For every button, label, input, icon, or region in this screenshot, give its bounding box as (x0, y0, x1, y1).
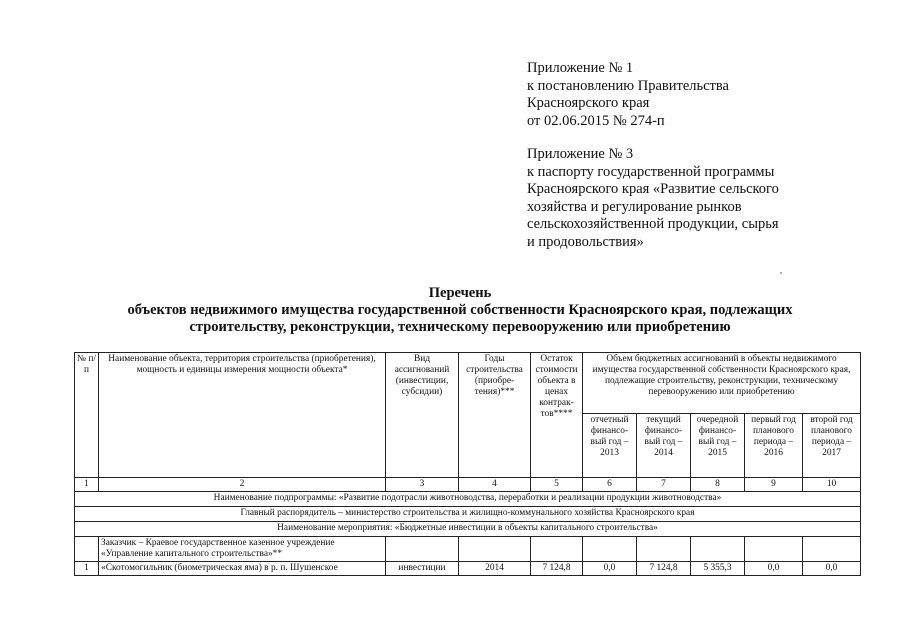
title-line-3: строительству, реконструкции, техническому перевооружению или приобретению (189, 319, 731, 335)
appendix-1-line: к постановлению Правительства (527, 77, 729, 94)
row-value-2016: 0,0 (745, 562, 803, 576)
subprogram-name: Наименование подпрограммы: «Развитие подотрасли животноводства, переработки и реализации продукции животноводства» (75, 492, 861, 507)
header-year-2017: второй год планового периода – 2017 (803, 414, 861, 478)
empty-cell (75, 537, 99, 562)
header-year-2015: очередной финансо-вый год – 2015 (691, 414, 745, 478)
scan-speck (780, 272, 782, 274)
header-row-1 (75, 353, 861, 414)
row-value-2017: 0,0 (803, 562, 861, 576)
row-value-2014: 7 124,8 (637, 562, 691, 576)
column-number: 10 (803, 478, 861, 492)
row-type: инвестиции (386, 562, 459, 576)
column-number: 7 (637, 478, 691, 492)
header-name: Наименование объекта, территория строительства (приобретения), мощность и единицы измерения мощности объекта* (99, 353, 386, 478)
row-years: 2014 (459, 562, 531, 576)
distributor-row (75, 507, 861, 522)
empty-cell (691, 537, 745, 562)
appendix-3-line: Красноярского края «Развитие сельского (527, 181, 779, 197)
appendix-3-line: сельскохозяйственной продукции, сырья (527, 216, 779, 232)
objects-table (74, 352, 861, 576)
header-year-2013: отчетный финансо-вый год – 2013 (583, 414, 637, 478)
row-num: 1 (75, 562, 99, 576)
appendix-1-line: от 02.06.2015 № 274-п (527, 112, 665, 129)
column-number-row (75, 478, 861, 492)
header-year-2016: первый год планового периода – 2016 (745, 414, 803, 478)
subprogram-row (75, 492, 861, 507)
header-year-2014: текущий финансо-вый год – 2014 (637, 414, 691, 478)
column-number: 1 (75, 478, 99, 492)
appendix-3-line: хозяйства и регулирование рынков (527, 198, 742, 215)
header-years: Годы строительства (приобре-тения)*** (459, 353, 531, 478)
customer-name: Заказчик – Краевое государственное казенное учреждение «Управление капитального строительства»** (99, 537, 386, 562)
column-number: 4 (459, 478, 531, 492)
appendix-1-line: Приложение № 1 (527, 60, 634, 76)
column-number: 2 (99, 478, 386, 492)
empty-cell (583, 537, 637, 562)
header-remainder: Остаток стоимости объекта в ценах контрак-тов**** (531, 353, 583, 478)
appendix-3-line: Приложение № 3 (527, 146, 634, 162)
empty-cell (459, 537, 531, 562)
header-budget-group: Объем бюджетных ассигнований в объекты недвижимого имущества государственной собственности Красноярского края, подлежащие строительству, реконструкции, техническому перевооружению или приобретению (583, 353, 861, 414)
main-distributor: Главный распорядитель – министерство строительства и жилищно-коммунального хозяйства Красноярского края (75, 507, 861, 522)
row-value-2015: 5 355,3 (691, 562, 745, 576)
table-row (75, 562, 861, 576)
column-number: 8 (691, 478, 745, 492)
appendix-3-line: и продовольствия» (527, 233, 644, 250)
empty-cell (386, 537, 459, 562)
empty-cell (637, 537, 691, 562)
appendix-1-line: Красноярского края (527, 95, 650, 111)
title-line-2: объектов недвижимого имущества государственной собственности Красноярского края, подлежащих (127, 302, 793, 318)
customer-row (75, 537, 861, 562)
column-number: 9 (745, 478, 803, 492)
appendix-3-line: к паспорту государственной программы (527, 163, 775, 180)
header-type: Вид ассигнований (инвестиции, субсидии) (386, 353, 459, 478)
appendix-3-block (527, 146, 779, 251)
empty-cell (531, 537, 583, 562)
column-number: 6 (583, 478, 637, 492)
row-value-2013: 0,0 (583, 562, 637, 576)
row-remainder: 7 124,8 (531, 562, 583, 576)
activity-name: Наименование мероприятия: «Бюджетные инвестиции в объекты капитального строительства» (75, 522, 861, 537)
empty-cell (803, 537, 861, 562)
column-number: 3 (386, 478, 459, 492)
header-num: № п/п (75, 353, 99, 478)
title-line-1: Перечень (428, 285, 492, 301)
activity-row (75, 522, 861, 537)
appendix-1-block (527, 60, 729, 130)
row-object-name: «Скотомогильник (биометрическая яма) в р. п. Шушенское (99, 562, 386, 576)
empty-cell (745, 537, 803, 562)
column-number: 5 (531, 478, 583, 492)
document-title (60, 285, 860, 336)
